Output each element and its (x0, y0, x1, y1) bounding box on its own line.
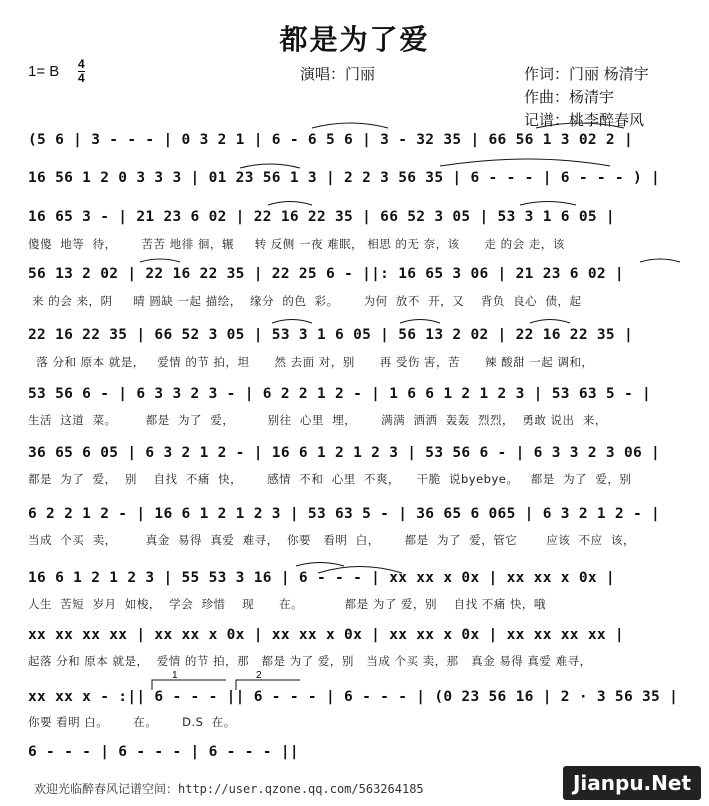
score-line-6-lyrics: 生活 这道 菜。 都是 为了 爱， 别往 心里 埋， 满满 洒洒 轰轰 烈烈， 勇敢 说出 来， (28, 413, 607, 427)
composer-credit: 作曲：杨清宇 (524, 88, 615, 106)
score-line-9-lyrics: 人生 苦短 岁月 如梭， 学会 珍惜 现 在。 都是 为了 爱，别 自找 不痛 快，哦 (28, 597, 546, 611)
key-signature: 1= B (28, 63, 60, 80)
footer-link-text: 欢迎光临醉春风记谱空间：http://user.qzone.qq.com/563264185 (34, 782, 424, 796)
score-line-9-notes: 16 6 1 2 1 2 3 | 55 53 3 16 | 6 - - - | xx xx x 0x | xx xx x 0x | (28, 570, 615, 586)
slur-mark (440, 159, 610, 166)
time-signature-bottom: 4 (78, 71, 85, 85)
score-line-3-lyrics: 傻傻 地等 待， 苦苦 地徘 徊，辗 转 反侧 一夜 难眠， 相思 的无 奈，该 走 的会 走，该 (28, 237, 565, 251)
slur-mark (312, 123, 388, 128)
slur-mark (520, 202, 576, 206)
volta-bracket-2 (236, 680, 300, 690)
score-line-10-lyrics: 起落 分和 原本 就是， 爱情 的节 拍，那 都是 为了 爱，别 当成 个买 卖，那 真金 易得 真爱 难寻， (28, 654, 592, 668)
transcriber-credit: 记谱：桃李醉春风 (524, 111, 645, 129)
song-title: 都是为了爱 (279, 23, 430, 56)
volta-number-1: 1 (172, 670, 178, 681)
volta-number-2: 2 (256, 670, 262, 681)
slur-mark (400, 320, 440, 324)
score-line-11-notes: xx xx x - :|| 6 - - - || 6 - - - | 6 - - - | (0 23 56 16 | 2 · 3 56 35 | (28, 689, 679, 705)
volta-bracket-1 (152, 680, 226, 690)
score-line-11-lyrics: 你要 看明 白。 在。 D.S 在。 (28, 715, 236, 729)
score-line-2-notes: 16 56 1 2 0 3 3 3 | 01 23 56 1 3 | 2 2 3 56 35 | 6 - - - | 6 - - - ) | (28, 170, 661, 186)
slur-mark (318, 567, 402, 574)
score-line-12-notes: 6 - - - | 6 - - - | 6 - - - || (28, 744, 299, 760)
score-line-5-notes: 22 16 22 35 | 66 52 3 05 | 53 3 1 6 05 | 56 13 2 02 | 22 16 22 35 | (28, 327, 633, 343)
slur-mark (268, 202, 312, 206)
score-line-4-notes: 56 13 2 02 | 22 16 22 35 | 22 25 6 - ||: 16 65 3 06 | 21 23 6 02 | (28, 266, 624, 282)
slur-mark (272, 320, 312, 324)
score-line-5-lyrics: 落 分和 原本 就是， 爱情 的节 拍，坦 然 去面 对，别 再 受伤 害，苦 辣 酸甜 一起 调和， (28, 355, 594, 369)
score-line-1-notes: (5 6 | 3 - - - | 0 3 2 1 | 6 - 6 5 6 | 3 - 32 35 | 66 56 1 3 02 2 | (28, 132, 633, 148)
score-line-6-notes: 53 56 6 - | 6 3 3 2 3 - | 6 2 2 1 2 - | 1 6 6 1 2 1 2 3 | 53 63 5 - | (28, 386, 652, 402)
lyricist-credit: 作词：门丽 杨清宇 (524, 65, 649, 83)
slur-mark (640, 259, 680, 262)
score-line-7-lyrics: 都是 为了 爱， 别 自找 不痛 快， 感情 不和 心里 不爽， 干脆 说byebye。 都是 为了 爱，别 (28, 472, 632, 486)
slur-mark (140, 259, 180, 262)
score-line-4-lyrics: 来 的会 来，阴 晴 圆缺 一起 描绘， 缘分 的色 彩。 为何 放不 开，又 背负 良心 债，起 (28, 294, 582, 308)
jianpu-watermark-logo: Jianpu.Net (563, 766, 701, 800)
slur-mark (240, 164, 300, 168)
singer-credit: 演唱：门丽 (300, 65, 376, 83)
slur-mark (536, 123, 624, 128)
score-line-8-notes: 6 2 2 1 2 - | 16 6 1 2 1 2 3 | 53 63 5 - | 36 65 6 065 | 6 3 2 1 2 - | (28, 506, 661, 522)
score-line-8-lyrics: 当成 个买 卖， 真金 易得 真爱 难寻， 你要 看明 白， 都是 为了 爱，管它 应该 不应 该， (28, 533, 635, 547)
time-signature-top: 4 (78, 57, 85, 71)
score-line-10-notes: xx xx xx xx | xx xx x 0x | xx xx x 0x | xx xx x 0x | xx xx xx xx | (28, 627, 624, 643)
slur-mark (530, 320, 570, 324)
score-line-3-notes: 16 65 3 - | 21 23 6 02 | 22 16 22 35 | 66 52 3 05 | 53 3 1 6 05 | (28, 209, 615, 225)
score-line-7-notes: 36 65 6 05 | 6 3 2 1 2 - | 16 6 1 2 1 2 3 | 53 56 6 - | 6 3 3 2 3 06 | (28, 445, 661, 461)
slur-mark (296, 563, 344, 567)
